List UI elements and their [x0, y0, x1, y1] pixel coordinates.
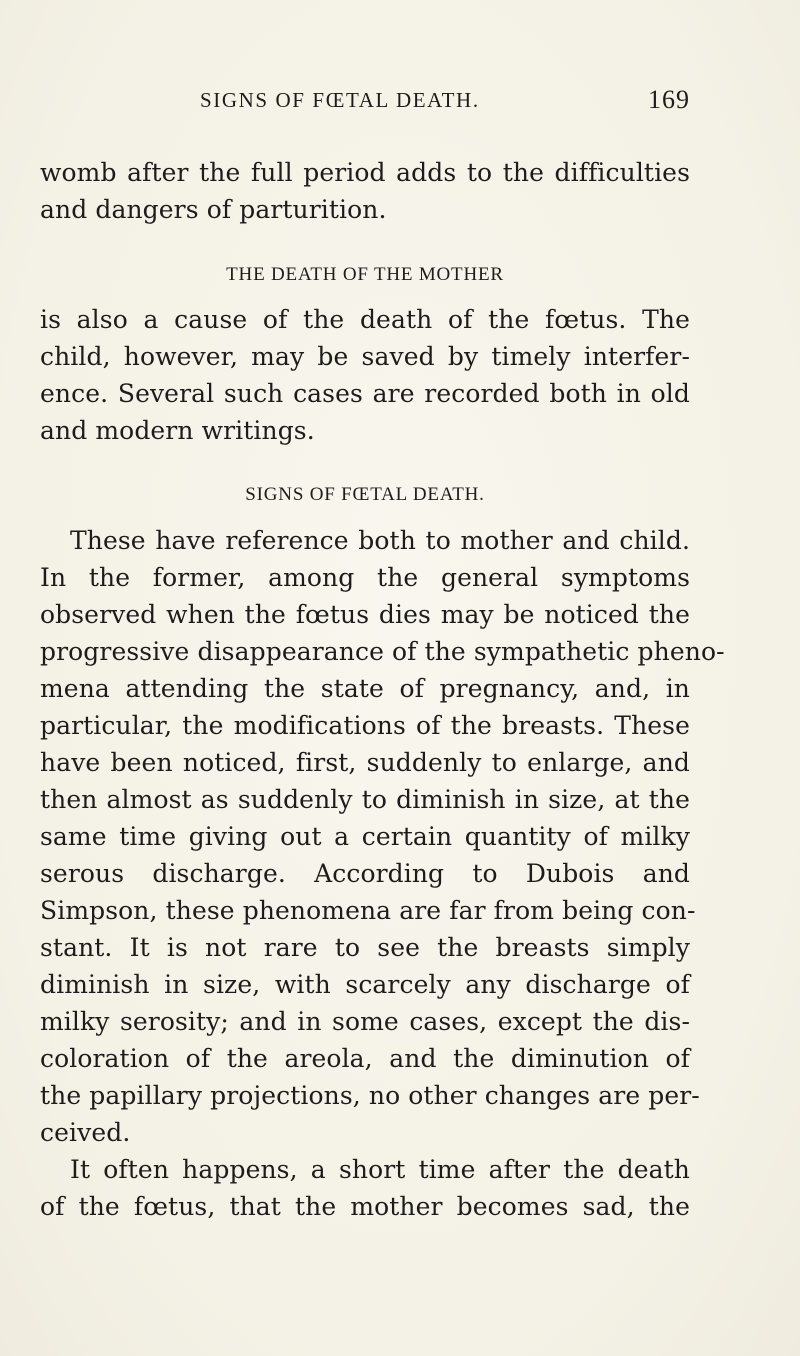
text-line: is also a cause of the death of the fœtus. The	[40, 305, 690, 334]
text-line: serous discharge. According to Dubois and	[40, 859, 690, 888]
text-line: diminish in size, with scarcely any discharge of	[40, 970, 690, 999]
text-line: milky serosity; and in some cases, except the dis-	[40, 1007, 690, 1036]
section-heading-death-of-mother: THE DEATH OF THE MOTHER	[226, 264, 504, 285]
text-line: observed when the fœtus dies may be noticed the	[40, 600, 690, 629]
text-line: In the former, among the general symptoms	[40, 563, 690, 592]
text-line: These have reference both to mother and child.	[70, 526, 690, 555]
text-line: stant. It is not rare to see the breasts simply	[40, 933, 690, 962]
text-line: particular, the modifications of the breasts. These	[40, 711, 690, 740]
page-number: 169	[648, 85, 690, 114]
running-head-title: SIGNS OF FŒTAL DEATH.	[200, 88, 480, 112]
text-line: same time giving out a certain quantity of milky	[40, 822, 690, 851]
text-line: then almost as suddenly to diminish in size, at the	[40, 785, 690, 814]
text-line: ence. Several such cases are recorded both in old	[40, 379, 690, 408]
text-line: It often happens, a short time after the death	[70, 1155, 690, 1184]
text-line: mena attending the state of pregnancy, and, in	[40, 674, 690, 703]
text-line: Simpson, these phenomena are far from being con-	[40, 896, 696, 925]
text-line: and modern writings.	[40, 416, 315, 445]
section-heading-signs-of-foetal-death: SIGNS OF FŒTAL DEATH.	[245, 484, 485, 505]
text-line: ceived.	[40, 1118, 131, 1147]
text-line: of the fœtus, that the mother becomes sad, the	[40, 1192, 690, 1221]
text-line: the papillary projections, no other changes are per-	[40, 1081, 700, 1110]
text-line: progressive disappearance of the sympathetic pheno-	[40, 637, 725, 666]
running-head	[200, 85, 690, 122]
text-line: womb after the full period adds to the difficulties	[40, 158, 690, 187]
text-line: coloration of the areola, and the diminution of	[40, 1044, 690, 1073]
text-line: and dangers of parturition.	[40, 195, 387, 224]
text-line: child, however, may be saved by timely interfer-	[40, 342, 690, 371]
text-line: have been noticed, first, suddenly to enlarge, and	[40, 748, 690, 777]
